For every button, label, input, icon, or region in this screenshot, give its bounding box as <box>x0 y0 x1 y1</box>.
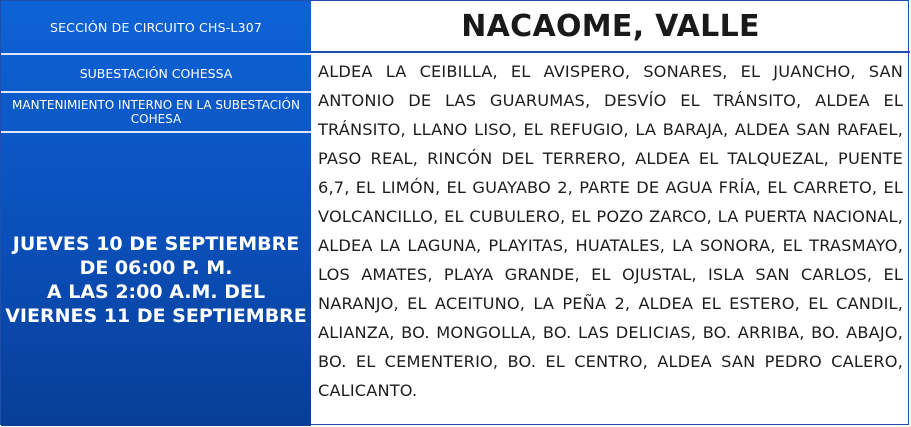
schedule-line-2: DE 06:00 P. M. <box>79 256 233 279</box>
schedule-line-3: A LAS 2:00 A.M. DEL <box>46 280 266 303</box>
left-panel <box>1 1 311 426</box>
circuit-section-label: SECCIÓN DE CIRCUITO CHS-L307 <box>1 1 311 55</box>
maintenance-label: MANTENIMIENTO INTERNO EN LA SUBESTACIÓN COHESA <box>1 93 311 133</box>
substation-label: SUBESTACIÓN COHESSA <box>1 55 311 93</box>
right-panel <box>311 1 910 426</box>
affected-areas-text: ALDEA LA CEIBILLA, EL AVISPERO, SONARES, EL JUANCHO, SAN ANTONIO DE LAS GUARUMAS, DESVÍO EL TRÁNSITO, ALDEA EL TRÁNSITO, LLANO LISO, EL REFUGIO, LA BARAJA, ALDEA SAN RAFAEL, PASO REAL, RINCÓN DEL TERRERO, ALDEA EL TALQUEZAL, PUENTE 6,7, EL LIMÓN, EL GUAYABO 2, PARTE DE AGUA FRÍA, EL CARRETO, EL VOLCANCILLO, EL CUBULERO, EL POZO ZARCO, LA PUERTA NACIONAL, ALDEA LA LAGUNA, PLAYITAS, HUATALES, LA SONORA, EL TRASMAYO, LOS AMATES, PLAYA GRANDE, EL OJUSTAL, ISLA SAN CARLOS, EL NARANJO, EL ACEITUNO, LA PEÑA 2, ALDEA EL ESTERO, EL CANDIL, ALIANZA, BO. MONGOLLA, BO. LAS DELICIAS, BO. ARRIBA, BO. ABAJO, BO. EL CEMENTERIO, BO. EL CENTRO, ALDEA SAN PEDRO CALERO, CALICANTO. <box>318 62 903 400</box>
schedule-block <box>1 133 311 426</box>
location-title: NACAOME, VALLE <box>311 1 910 53</box>
schedule-line-4: VIERNES 11 DE SEPTIEMBRE <box>5 304 307 327</box>
schedule-line-1: JUEVES 10 DE SEPTIEMBRE <box>12 232 300 255</box>
